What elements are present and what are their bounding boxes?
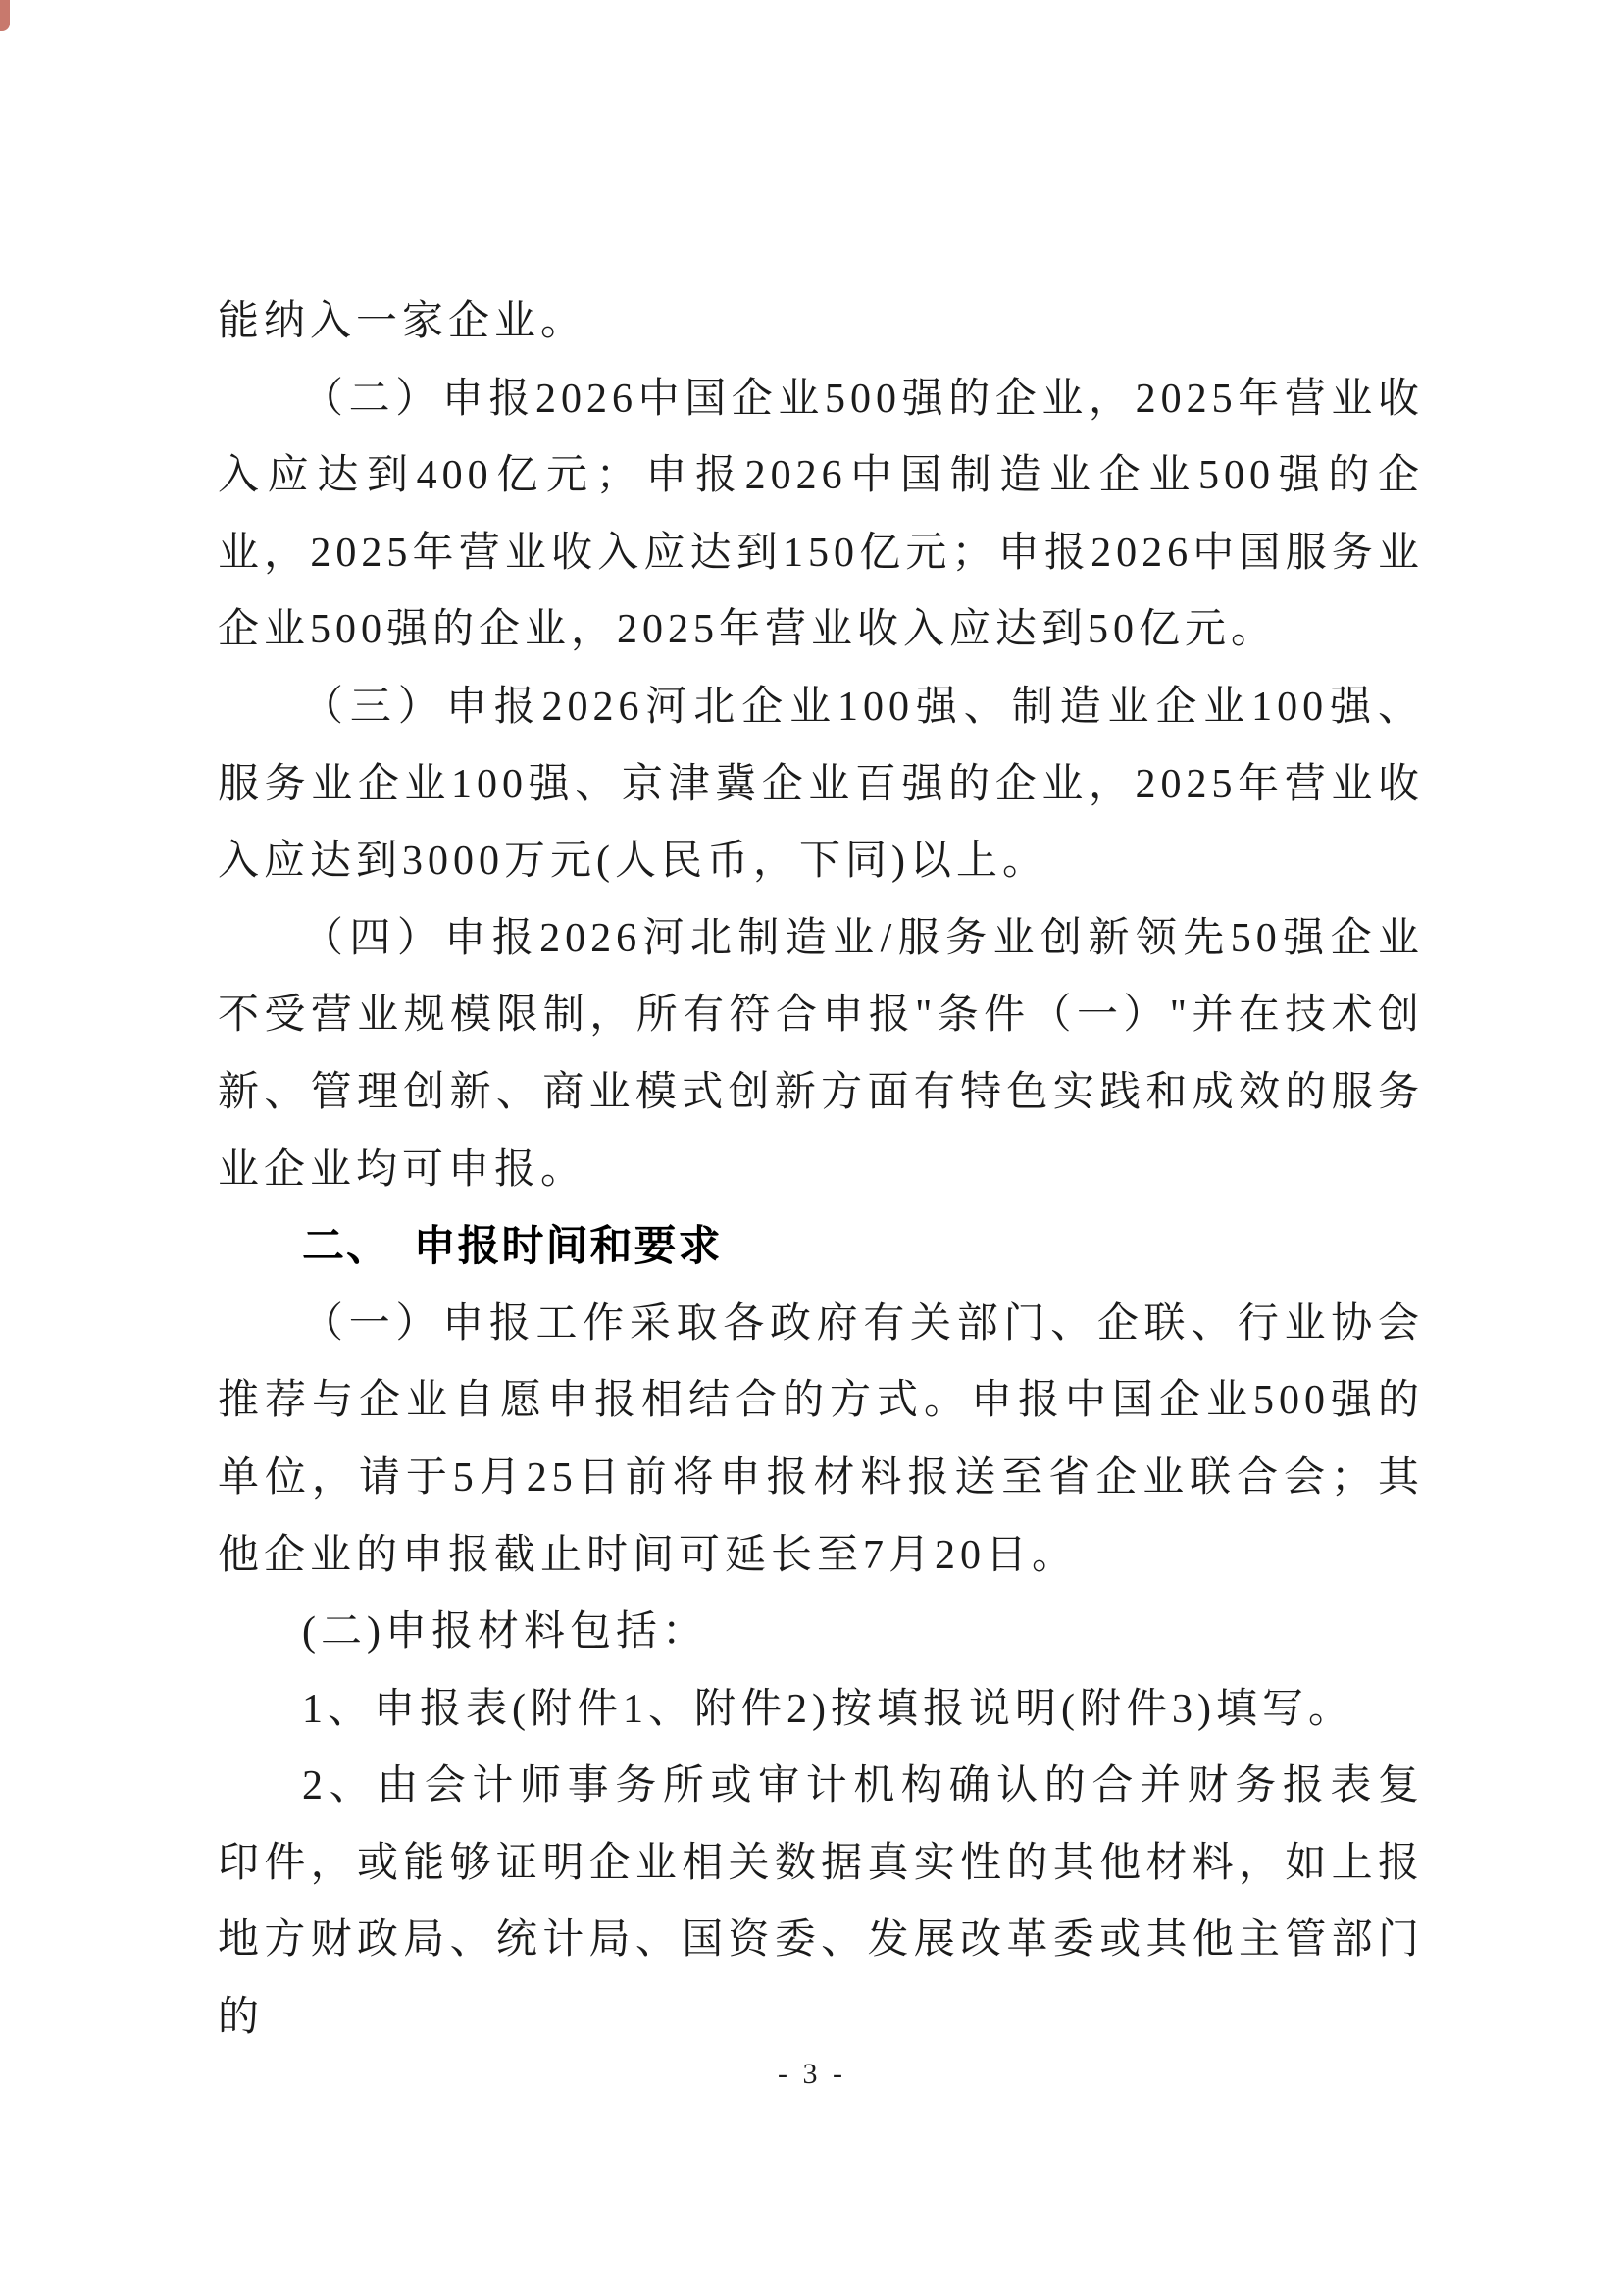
body-paragraph: （三）申报2026河北企业100强、制造业企业100强、服务业企业100强、京津冀企业百强的企业，2025年营业收入应达到3000万元(人民币，下同)以上。 bbox=[218, 684, 1424, 885]
section-heading: 二、 申报时间和要求 bbox=[302, 1223, 723, 1271]
body-paragraph: 2、由会计师事务所或审计机构确认的合并财务报表复印件，或能够证明企业相关数据真实性的其他材料，如上报地方财政局、统计局、国资委、发展改革委或其他主管部门的 bbox=[218, 1763, 1424, 2041]
body-paragraph: (二)申报材料包括： bbox=[302, 1609, 708, 1656]
body-paragraph-continuation: 能纳入一家企业。 bbox=[218, 299, 587, 344]
body-paragraph: （四）申报2026河北制造业/服务业创新领先50强企业不受营业规模限制，所有符合申报"条件（一）"并在技术创新、管理创新、商业模式创新方面有特色实践和成效的服务业企业均可申报。 bbox=[218, 915, 1424, 1193]
scan-artifact bbox=[0, 0, 10, 31]
page-number: - 3 - bbox=[778, 2058, 846, 2090]
document-body bbox=[218, 283, 1424, 2057]
body-paragraph: （二）申报2026中国企业500强的企业，2025年营业收入应达到400亿元；申报2026中国制造业企业500强的企业，2025年营业收入应达到150亿元；申报2026中国服务业企业500强的企业，2025年营业收入应达到50亿元。 bbox=[218, 376, 1424, 653]
body-paragraph: （一）申报工作采取各政府有关部门、企联、行业协会推荐与企业自愿申报相结合的方式。申报中国企业500强的单位，请于5月25日前将申报材料报送至省企业联合会；其他企业的申报截止时间可延长至7月20日。 bbox=[218, 1300, 1424, 1578]
body-paragraph: 1、申报表(附件1、附件2)按填报说明(附件3)填写。 bbox=[302, 1686, 1354, 1732]
